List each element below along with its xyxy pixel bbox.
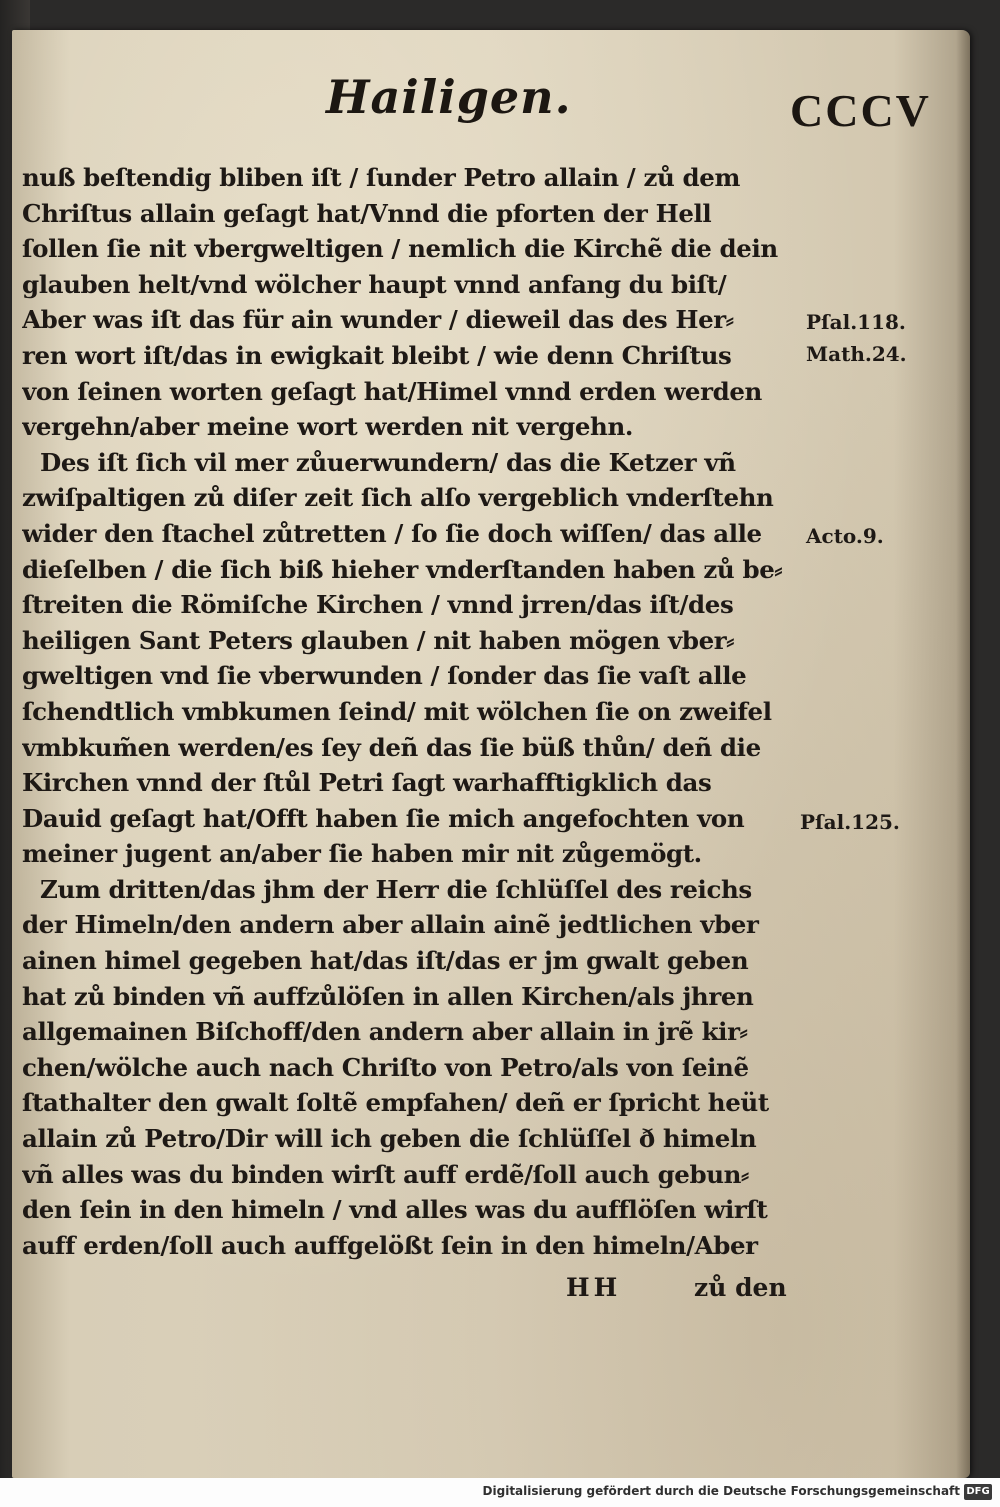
running-title: Hailigen.: [326, 70, 572, 124]
text-line: ſtreiten die Römiſche Kirchen / vnnd jrren/das iſt/des: [22, 590, 734, 620]
digitization-footer: [0, 1478, 1000, 1507]
catchword: zů den: [694, 1273, 787, 1302]
margin-note-math-24: Math.24.: [806, 342, 907, 366]
text-line: auff erden/ſoll auch auffgelößt ſein in den himeln/Aber: [22, 1230, 758, 1260]
text-line: Aber was iſt das für ain wunder / dieweil das des Her⸗: [22, 305, 734, 335]
signature-mark: HH: [566, 1273, 622, 1302]
text-line: Chriſtus allain geſagt hat/Vnnd die pforten der Hell: [22, 198, 712, 228]
funding-credit: Digitalisierung gefördert durch die Deutsche Forschungsgemeinschaft: [482, 1484, 960, 1498]
text-line: ainen himel gegeben hat/das iſt/das er jm gwalt geben: [22, 946, 749, 976]
margin-note-psal-118: Pſal.118.: [806, 310, 906, 334]
text-line: nuß beſtendig bliben iſt / ſunder Petro allain / zů dem: [22, 163, 740, 192]
text-line: wider den ſtachel zůtretten / ſo ſie doch wiſſen/ das alle: [22, 518, 762, 548]
main-text-block: [22, 160, 812, 1263]
text-line: vmbkum̃en werden/es ſey deñ das ſie büß thůn/ deñ die: [22, 732, 761, 762]
text-line: zwiſpaltigen zů diſer zeit ſich alſo vergeblich vnderſtehn: [22, 483, 774, 513]
text-line: Dauid geſagt hat/Offt haben ſie mich angefochten von: [22, 803, 745, 833]
text-line: Zum dritten/das jhm der Herr die ſchlüſſel des reichs: [40, 874, 752, 904]
text-line: hat zů binden vñ auffzůlöſen in allen Kirchen/als jhren: [22, 981, 754, 1011]
folio-number: CCCV: [790, 85, 931, 136]
page-edge-shadow: [956, 30, 970, 1478]
text-line: vñ alles was du binden wirſt auff erdẽ/ſoll auch gebun⸗: [22, 1159, 749, 1189]
text-line: den ſein in den himeln / vnd alles was du aufflöſen wirſt: [22, 1195, 768, 1225]
text-line: heiligen Sant Peters glauben / nit haben mögen vber⸗: [22, 625, 735, 655]
text-line: glauben helt/vnd wölcher haupt vnnd anfang du biſt/: [22, 269, 727, 299]
text-line: Kirchen vnnd der ſtůl Petri ſagt warhafftigklich das: [22, 768, 712, 798]
text-line: der Himeln/den andern aber allain ainẽ jedtlichen vber: [22, 910, 759, 940]
text-line: meiner jugent an/aber ſie haben mir nit zůgemögt.: [22, 839, 702, 869]
text-line: ſollen ſie nit vbergweltigen / nemlich die Kirchẽ die dein: [22, 234, 778, 264]
text-line: ſchendtlich vmbkumen ſeind/ mit wölchen ſie on zweifel: [22, 696, 772, 726]
text-line: Des iſt ſich vil mer zůuerwundern/ das die Ketzer vñ: [40, 447, 736, 477]
margin-note-acto-9: Acto.9.: [806, 524, 884, 548]
dfg-logo: DFG: [964, 1484, 992, 1500]
text-line: ren wort iſt/das in ewigkait bleibt / wie denn Chriſtus: [22, 340, 732, 370]
text-line: dieſelben / die ſich biß hieher vnderſtanden haben zů be⸗: [22, 554, 783, 584]
text-line: ſtathalter den gwalt ſoltẽ empfahen/ deñ er ſpricht heüt: [22, 1088, 769, 1118]
text-line: allain zů Petro/Dir will ich geben die ſchlüſſel ð himeln: [22, 1124, 757, 1154]
text-line: gweltigen vnd ſie vberwunden / ſonder das ſie vaſt alle: [22, 661, 747, 691]
text-line: vergehn/aber meine wort werden nit vergehn.: [22, 412, 634, 442]
margin-note-psal-125: Pſal.125.: [800, 810, 900, 834]
text-line: von ſeinen worten geſagt hat/Himel vnnd erden werden: [22, 376, 762, 406]
text-line: allgemainen Biſchoff/den andern aber allain in jrẽ kir⸗: [22, 1017, 748, 1047]
text-line: chen/wölche auch nach Chriſto von Petro/als von ſeinẽ: [22, 1052, 749, 1082]
